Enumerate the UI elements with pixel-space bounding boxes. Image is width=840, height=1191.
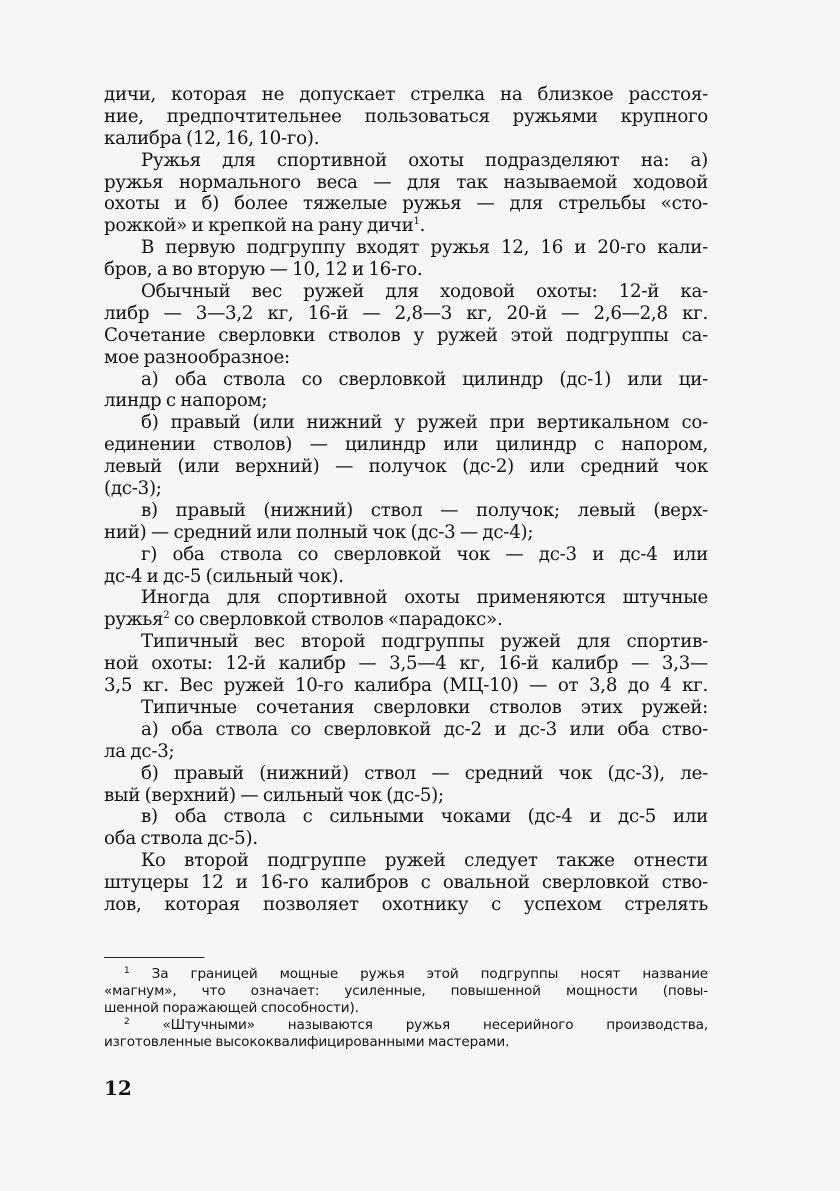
text-line: в) правый (нижний) ствол — получок; левый (верх- <box>141 499 708 521</box>
text-line: ной охоты: 12-й калибр — 3,5—4 кг, 16-й калибр — 3,3— <box>104 653 708 675</box>
text-line: б) правый (или нижний у ружей при вертикальном со- <box>141 412 708 434</box>
text-line: левый (или верхний) — получок (дс-2) или средний чок <box>104 456 708 478</box>
footnote-ref: 1 <box>413 216 420 228</box>
text-line: Сочетание сверловки стволов у ружей этой подгруппы са- <box>104 324 708 346</box>
footnotes <box>104 966 708 1051</box>
text-span: За границей мощные ружья этой подгруппы носят название <box>129 966 708 982</box>
text-line: Типичные сочетания сверловки стволов этих ружей: <box>141 696 708 718</box>
footnote-mark: 1 <box>124 966 130 976</box>
footnote-line <box>104 966 708 983</box>
footnote-divider <box>104 957 204 958</box>
text-line: единении стволов) — цилиндр или цилиндр с напором, <box>104 434 708 456</box>
text-span: «Штучными» называются ружья несерийного производства, <box>129 1017 708 1033</box>
text-line: г) оба ствола со сверловкой чок — дс-3 и дс-4 или <box>141 543 708 565</box>
text-line: штуцеры 12 и 16-го калибров с овальной сверловкой ство- <box>104 872 708 894</box>
body-text <box>104 84 708 916</box>
text-line <box>104 609 708 631</box>
footnote-line: «магнум», что означает: усиленные, повышенной мощности (повы- <box>104 983 708 999</box>
text-line: либр — 3—3,2 кг, 16-й — 2,8—3 кг, 20-й — 2,6—2,8 кг. <box>104 302 708 324</box>
text-line: а) оба ствола со сверловкой цилиндр (дс-1) или ци- <box>141 368 708 390</box>
text-line: Обычный вес ружей для ходовой охоты: 12-й ка- <box>141 281 708 303</box>
text-line: Ко второй подгруппе ружей следует также отнести <box>141 850 708 872</box>
text-line: В первую подгруппу входят ружья 12, 16 и 20-го кали- <box>141 237 708 259</box>
text-line: а) оба ствола со сверловкой дс-2 и дс-3 или оба ство- <box>141 718 708 740</box>
text-line: ний) — средний или полный чок (дс-3 — дс-4); <box>104 521 534 543</box>
text-line: охоты и б) более тяжелые ружья — для стрельбы «сто- <box>104 193 708 215</box>
text-span: со сверловкой стволов «парадокс». <box>169 609 503 631</box>
text-line: б) правый (нижний) ствол — средний чок (дс-3), ле- <box>141 762 708 784</box>
text-line: Ружья для спортивной охоты подразделяют на: а) <box>141 149 708 171</box>
text-line: Иногда для спортивной охоты применяются штучные <box>141 587 708 609</box>
text-line: калибра (12, 16, 10-го). <box>104 127 320 149</box>
text-span: ружья <box>104 609 164 631</box>
text-line: в) оба ствола с сильными чоками (дс-4 и дс-5 или <box>141 806 708 828</box>
text-line: ние, предпочтительнее пользоваться ружьями крупного <box>104 105 708 127</box>
footnote-ref: 2 <box>163 610 170 622</box>
text-line: линдр с напором; <box>104 390 268 412</box>
footnote-line: шенной поражающей способности). <box>104 1000 359 1016</box>
text-line: (дс-3); <box>104 478 162 500</box>
text-line: вый (верхний) — сильный чок (дс-5); <box>104 784 444 806</box>
footnote-line: изготовленные высококвалифицированными мастерами. <box>104 1034 510 1050</box>
text-line: рожкой» и крепкой на рану дичи$^1$. <box>104 215 426 237</box>
text-line: мое разнообразное: <box>104 346 290 368</box>
page-number: 12 <box>104 1076 132 1100</box>
text-line: оба ствола дс-5). <box>104 828 258 850</box>
footnote-mark: 2 <box>124 1017 130 1027</box>
text-line: бров, а во вторую — 10, 12 и 16-го. <box>104 259 423 281</box>
text-line: 3,5 кг. Вес ружей 10-го калибра (МЦ-10) — от 3,8 до 4 кг. <box>104 675 708 697</box>
text-line: Типичный вес второй подгруппы ружей для спортив- <box>141 631 708 653</box>
text-line: ла дс-3; <box>104 740 175 762</box>
text-line: ружья нормального веса — для так называемой ходовой <box>104 171 708 193</box>
footnote-line <box>104 1017 708 1034</box>
text-span: рожкой» и крепкой на рану дичи <box>104 215 414 237</box>
text-line: дичи, которая не допускает стрелка на близкое расстоя- <box>104 84 708 105</box>
text-line: дс-4 и дс-5 (сильный чок). <box>104 565 344 587</box>
text-line: лов, которая позволяет охотнику с успехом стрелять <box>104 893 708 915</box>
